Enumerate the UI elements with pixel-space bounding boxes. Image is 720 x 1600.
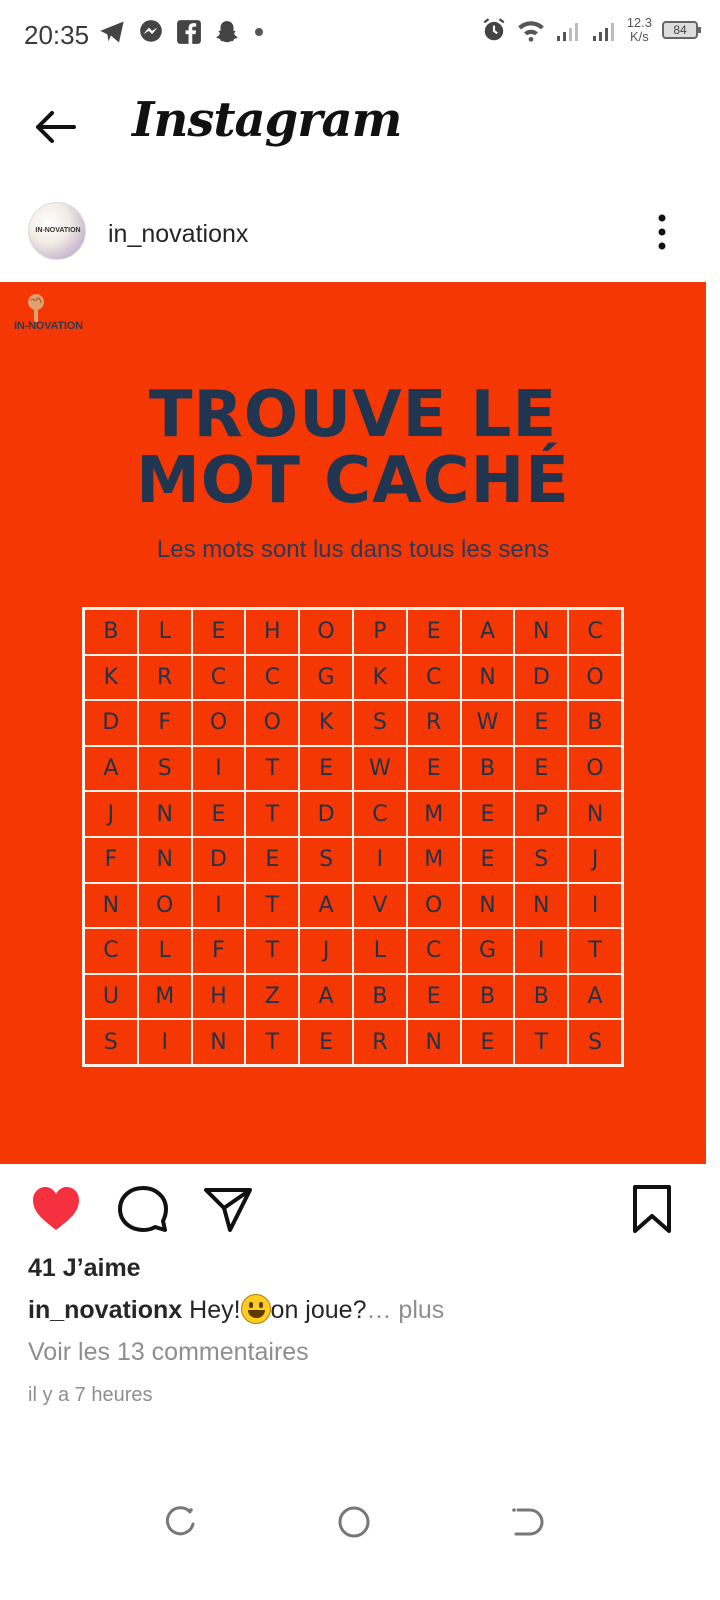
grid-cell: E <box>192 609 246 655</box>
grid-cell: O <box>138 883 192 929</box>
grid-cell: N <box>407 1019 461 1065</box>
grid-cell: K <box>353 655 407 701</box>
grid-cell: J <box>84 791 138 837</box>
grid-cell: O <box>568 655 622 701</box>
alarm-icon <box>481 17 507 43</box>
grid-cell: I <box>568 883 622 929</box>
grid-cell: C <box>245 655 299 701</box>
grid-cell: E <box>299 1019 353 1065</box>
grid-cell: D <box>514 655 568 701</box>
network-speed-unit: K/s <box>629 29 649 44</box>
brand-logo <box>14 294 114 350</box>
grid-cell: T <box>245 746 299 792</box>
grid-cell: E <box>407 746 461 792</box>
headline-line-1: TROUVE LE <box>148 378 558 452</box>
grinning-face-emoji-icon <box>241 1294 271 1324</box>
grid-cell: O <box>407 883 461 929</box>
grid-cell: R <box>353 1019 407 1065</box>
grid-cell: S <box>299 837 353 883</box>
grid-cell: G <box>299 655 353 701</box>
grid-cell: W <box>353 746 407 792</box>
recent-apps-icon[interactable] <box>162 1504 198 1540</box>
grid-cell: S <box>138 746 192 792</box>
grid-cell: N <box>138 791 192 837</box>
grid-cell: A <box>299 974 353 1020</box>
app-header <box>0 80 720 176</box>
status-time: 20:35 <box>24 20 90 50</box>
grid-cell: U <box>84 974 138 1020</box>
grid-cell: F <box>84 837 138 883</box>
grid-cell: M <box>407 791 461 837</box>
grid-cell: J <box>568 837 622 883</box>
grid-cell: N <box>514 883 568 929</box>
grid-cell: S <box>514 837 568 883</box>
notification-icons <box>98 18 266 46</box>
post-username[interactable]: in_novationx <box>108 220 249 248</box>
grid-cell: M <box>407 837 461 883</box>
likes-count[interactable]: 41 J’aime <box>28 1254 141 1282</box>
grid-cell: J <box>299 928 353 974</box>
grid-cell: E <box>461 791 515 837</box>
grid-cell: C <box>407 655 461 701</box>
facebook-icon <box>176 19 202 45</box>
grid-cell: L <box>138 609 192 655</box>
grid-cell: T <box>245 928 299 974</box>
grid-cell: I <box>514 928 568 974</box>
grid-cell: C <box>353 791 407 837</box>
grid-cell: C <box>84 928 138 974</box>
wifi-icon <box>517 18 545 42</box>
grid-cell: D <box>192 837 246 883</box>
caption-username[interactable]: in_novationx <box>28 1296 183 1324</box>
network-speed-value: 12.3 <box>626 15 652 30</box>
grid-cell: S <box>353 700 407 746</box>
grid-cell: O <box>299 609 353 655</box>
telegram-icon <box>98 18 126 46</box>
grid-cell: Z <box>245 974 299 1020</box>
grid-cell: C <box>192 655 246 701</box>
grid-cell: N <box>192 1019 246 1065</box>
grid-cell: R <box>407 700 461 746</box>
grid-cell: N <box>514 609 568 655</box>
grid-cell: E <box>407 974 461 1020</box>
post-timestamp: il y a 7 heures <box>28 1384 153 1406</box>
home-icon[interactable] <box>336 1504 372 1540</box>
grid-cell: B <box>84 609 138 655</box>
grid-cell: T <box>245 791 299 837</box>
grid-cell: E <box>192 791 246 837</box>
grid-cell: I <box>192 746 246 792</box>
grid-cell: V <box>353 883 407 929</box>
grid-cell: D <box>84 700 138 746</box>
caption-text-start: Hey! <box>189 1296 241 1324</box>
grid-cell: T <box>568 928 622 974</box>
grid-cell: F <box>192 928 246 974</box>
grid-cell: N <box>568 791 622 837</box>
grid-cell: B <box>353 974 407 1020</box>
grid-cell: A <box>461 609 515 655</box>
grid-cell: L <box>138 928 192 974</box>
more-options-icon[interactable] <box>650 210 674 254</box>
bookmark-icon[interactable] <box>626 1184 678 1234</box>
grid-cell: T <box>245 883 299 929</box>
grid-cell: T <box>245 1019 299 1065</box>
grid-cell: E <box>514 700 568 746</box>
caption-text-end: on joue? <box>270 1296 367 1324</box>
app-title: Instagram <box>132 92 402 148</box>
post-subtitle: Les mots sont lus dans tous les sens <box>156 536 550 563</box>
grid-cell: M <box>138 974 192 1020</box>
grid-cell: N <box>138 837 192 883</box>
comment-icon[interactable] <box>116 1184 168 1234</box>
grid-cell: W <box>461 700 515 746</box>
grid-cell: O <box>192 700 246 746</box>
grid-cell: E <box>461 1019 515 1065</box>
signal-icon <box>591 18 617 42</box>
share-icon[interactable] <box>202 1184 254 1234</box>
grid-cell: H <box>192 974 246 1020</box>
back-nav-icon[interactable] <box>508 1504 544 1540</box>
grid-cell: A <box>84 746 138 792</box>
grid-cell: N <box>461 655 515 701</box>
grid-cell: C <box>568 609 622 655</box>
avatar[interactable] <box>28 202 86 260</box>
grid-cell: A <box>299 883 353 929</box>
grid-cell: E <box>299 746 353 792</box>
messenger-icon <box>138 19 164 45</box>
system-icons <box>481 16 698 44</box>
signal-icon <box>555 18 581 42</box>
grid-cell: B <box>461 974 515 1020</box>
snapchat-icon <box>214 19 240 45</box>
post-header <box>0 196 720 276</box>
grid-cell: I <box>192 883 246 929</box>
grid-cell: S <box>568 1019 622 1065</box>
post-actions <box>0 1180 720 1240</box>
grid-cell: O <box>245 700 299 746</box>
grid-cell: R <box>138 655 192 701</box>
dot-icon <box>252 25 266 39</box>
grid-cell: H <box>245 609 299 655</box>
view-comments-link[interactable]: Voir les 13 commentaires <box>28 1338 309 1366</box>
grid-cell: B <box>461 746 515 792</box>
heart-icon[interactable] <box>30 1184 82 1234</box>
avatar-logo-text: IN-NOVATION <box>35 227 81 234</box>
grid-cell: I <box>353 837 407 883</box>
grid-cell: A <box>568 974 622 1020</box>
network-speed <box>627 16 652 44</box>
back-arrow-icon[interactable] <box>30 104 80 150</box>
grid-cell: P <box>514 791 568 837</box>
grid-cell: F <box>138 700 192 746</box>
grid-cell: D <box>299 791 353 837</box>
grid-cell: N <box>84 883 138 929</box>
grid-cell: G <box>461 928 515 974</box>
grid-cell: B <box>514 974 568 1020</box>
grid-cell: O <box>568 746 622 792</box>
word-search-grid <box>82 607 624 1067</box>
caption-more-link[interactable]: … plus <box>366 1296 445 1324</box>
headline-line-2: MOT CACHÉ <box>136 444 570 518</box>
grid-cell: T <box>514 1019 568 1065</box>
grid-cell: P <box>353 609 407 655</box>
grid-cell: I <box>138 1019 192 1065</box>
grid-cell: E <box>245 837 299 883</box>
status-bar <box>0 0 720 72</box>
grid-cell: L <box>353 928 407 974</box>
grid-cell: E <box>514 746 568 792</box>
post-image[interactable] <box>0 282 706 1164</box>
grid-cell: E <box>461 837 515 883</box>
system-nav-bar <box>0 1490 720 1560</box>
grid-cell: B <box>568 700 622 746</box>
grid-cell: S <box>84 1019 138 1065</box>
post-headline <box>0 378 706 518</box>
brand-text: IN-NOVATION <box>14 320 83 332</box>
post-caption[interactable] <box>28 1294 444 1325</box>
grid-cell: N <box>461 883 515 929</box>
grid-cell: K <box>299 700 353 746</box>
grid-cell: C <box>407 928 461 974</box>
grid-cell: K <box>84 655 138 701</box>
grid-cell: E <box>407 609 461 655</box>
battery-icon: 84 <box>662 21 698 39</box>
